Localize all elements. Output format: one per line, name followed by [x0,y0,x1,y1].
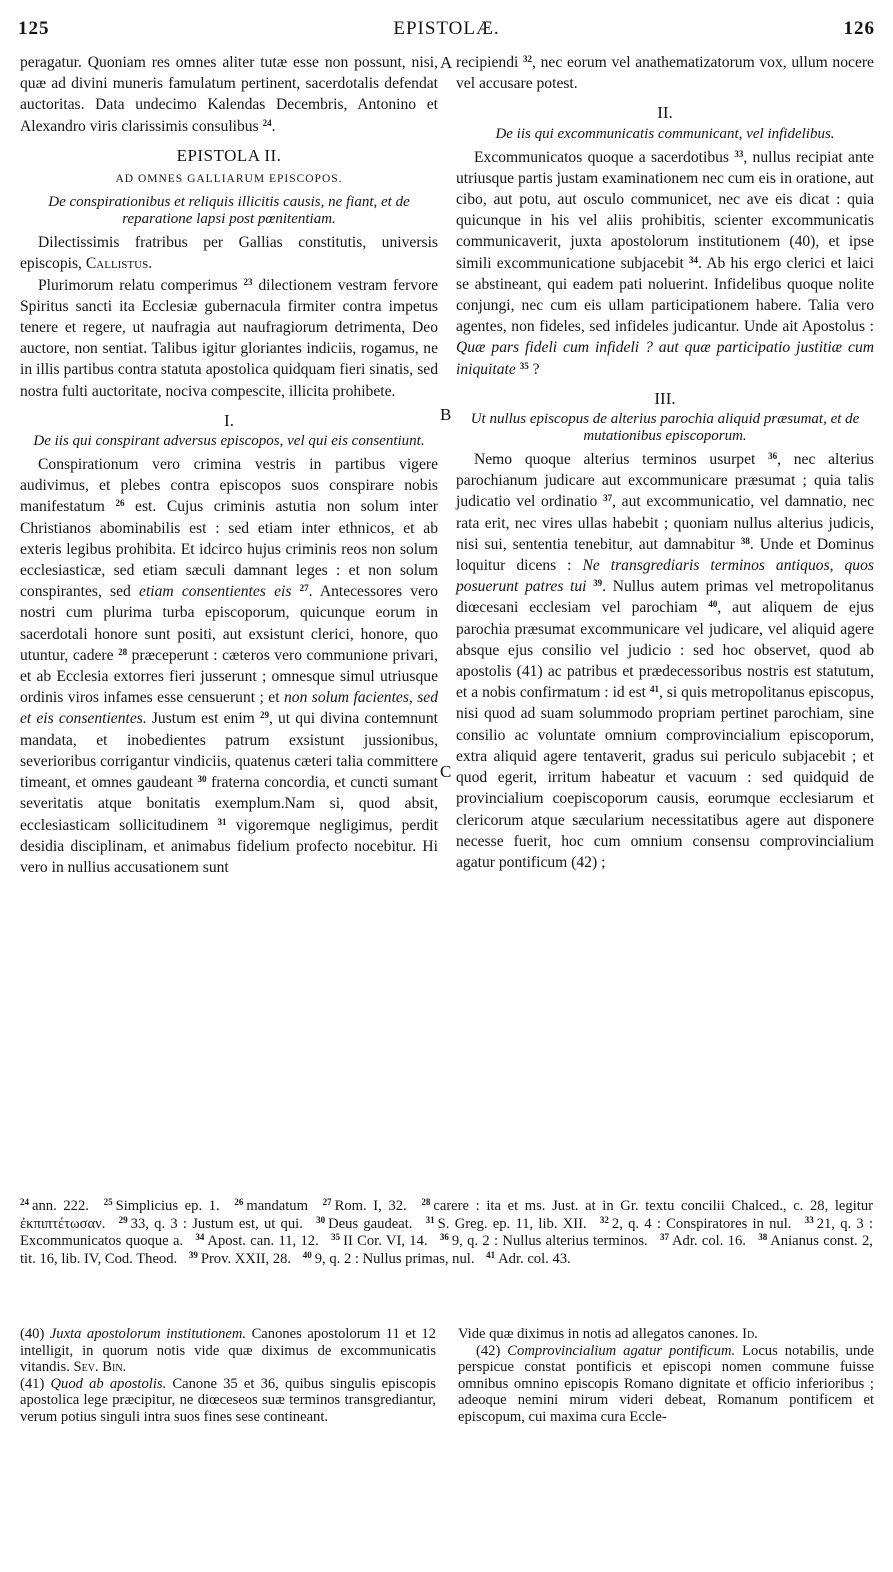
footnote-number: 24 [20,1197,29,1207]
section-1-heading: De iis qui conspirant adversus episcopos, vel qui eis consentiunt. [33,433,425,450]
paragraph-2: Conspirationum vero crimina vestris in partibus vigere audivimus, et plebes contra episcopos suos conspirare nobis manifestatum $^{26}$ est. Cujus criminis astutia non solum inter Christianos abominabilis est : sed etiam inter ethnicos, et ab exteris legibus prohibita. Et idcirco hujus criminis reos non solum ecclesiasticæ, sed etiam sæculi damnant leges : et non solum conspirantes, sed etiam consentientes eis $^{27}$. Antecessores vero nostri cum plurima turba episcoporum, quicunque eorum in sacerdotali honore sunt positi, aut exsistunt clerici, honore, quo utuntur, cadere $^{28}$ præceperunt : cæteros vero communione privari, et ab Ecclesia extorres fieri jusserunt ; omnesque simul utriusque ordinis viros infames esse censuerunt ; et non solum facientes, sed et eis consentientes. Justum est enim $^{29}$, ut qui divina contemnunt mandata, et inobedientes patrum exsistunt jussionibus, severioribus corrigantur vindiciis, quatenus cæteri talia committere timeant, et omnes gaudeant $^{30}$ fraterna concordia, et cuncti sumant severitatis atque bonitatis exemplum.Nam si, quod absit, ecclesiasticam sollicitudinem $^{31}$ vigoremque negligimus, perdit desidia disciplinam, et animabus fidelium profecto nocebitur. Hi vero in nullius accusationem sunt [20,456,439,876]
footnote-ref [600,1216,792,1232]
note-42: (42) Comprovincialium agatur pontificum. Locus notabilis, unde perspicue constat pontificis et episcopi nomen commune fuisse omnibus omnino episcopis Romano dignitate et officio inferioribus ; adeoque nemini mirum videri debeat, Romanum pontificem et episcopum, cui maxima cura Eccle- [458,1342,874,1425]
right-column [456,52,874,873]
footnote-ref [20,1198,89,1214]
footnote-text: Apost. can. 11, 12. [207,1233,319,1249]
epistle-subtitle: AD OMNES GALLIARUM EPISCOPOS. [115,173,343,186]
footnote-number: 27 [322,1197,332,1207]
footnote-text: Anianus const. 2, tit. 16, lib. IV, Cod. Theod. [20,1233,873,1267]
margin-letter-b: B [440,405,452,424]
footnote-number: 29 [118,1214,128,1225]
editorial-notes-right [458,1326,874,1425]
note-continuation: Vide quæ diximus in notis ad allegatos canones. Id. [458,1326,758,1342]
note-40: (40) Juxta apostolorum institutionem. Canones apostolorum 11 et 12 intelligit, in quorum notis vide quæ diximus de excommunicatis vitandis. Sev. Bin. [20,1326,436,1375]
footnote-number: 39 [188,1249,198,1260]
footnote-text: Adr. col. 43. [498,1250,571,1267]
left-intro-paragraph: peragatur. Quoniam res omnes aliter tutæ esse non possunt, nisi, quæ ad divini muneris famulatum pertinent, sacerdotalis defendat auctoritas. Data undecimo Kalendas Decembris, Antonino et Alexandro viris clarissimis consulibus $^{24}$. [20,54,438,135]
right-page-number: 126 [843,18,875,39]
footnote-number: 38 [758,1232,768,1242]
footnote-number: 26 [234,1197,244,1207]
note-41: (41) Quod ab apostolis. Canone 35 et 36, quibus singulis episcopis apostolica lege præcipitur, ne diœceseos suæ terminos transgrediantur, verum potius singuli intra suos fines sese contineant. [20,1375,436,1425]
footnote-number: 25 [103,1197,113,1207]
footnote-number: 28 [421,1197,431,1207]
section-2-heading: De iis qui excommunicatis communicant, vel infidelibus. [495,125,835,142]
section-2-number: II. [657,103,673,123]
epistle-heading: De conspirationibus et reliquis illicitis causis, ne fiant, et de reparatione lapsi post pœnitentiam. [48,194,410,228]
left-column [20,52,438,878]
footnote-text: 9, q. 2 : Nullus alterius terminos. [451,1233,648,1249]
footnote-ref [426,1216,587,1232]
footnote-ref [234,1198,308,1214]
footnote-number: 37 [660,1232,670,1242]
footnote-ref [486,1251,571,1267]
section-3-number: III. [654,388,676,408]
margin-letter-a: A [440,53,453,72]
footnote-text: II Cor. VI, 14. [343,1233,428,1249]
footnote-number: 31 [425,1214,435,1225]
salutation: Dilectissimis fratribus per Gallias constitutis, universis episcopis, Callistus. [20,234,438,273]
paragraph-4: Nemo quoque alterius terminos usurpet $^{36}$, nec alterius parochianum judicare aut excommunicare præsumat ; quia talis judicatio vel ordinatio $^{37}$, aut excommunicatio, vel damnatio, nec rata erit, nec vires ullas habebit ; quoniam nullus alterius judicis, nisi sui, sententia tenebitur, aut damnabitur $^{38}$. Unde et Dominus loquitur dicens : Ne transgrediaris terminos antiquos, quos posuerunt patres tui $^{39}$. Nullus autem primas vel metropolitanus diœcesani ecclesiam vel parochiam $^{40}$, aut aliquem de ejus parochia præsumat excommunicare vel judicare, vel aliquid agere absque ejus consilio vel judicio : sed hoc observet, quod ab apostolis (41) ac patribus et prædecessoribus nostris est statutum, et a nobis confirmatum : id est $^{41}$, si quis metropolitanus episcopus, nisi quod ad suam solummodo propriam pertinet parochiam, sine consilio ac voluntate omnium comprovincialium episcoporum, extra aliquid agere tentaverit, gradus sui periculo subjacebit ; et quod egerit, irritum habeatur et vacuum : sed quidquid de provincialium coepiscoporum causis, eorumque ecclesiarum et clericorum atque sæcularium necessitatibus agere aut disponere necesse fuerit, hoc cum omnium consensu comprovincialium agatur pontificum (42) ; [456,451,875,871]
footnote-text: Deus gaudeat. [328,1215,413,1232]
footnote-number: 30 [316,1214,326,1225]
left-page-number: 125 [18,18,50,39]
footnote-text: Rom. I, 32. [334,1198,407,1214]
footnote-ref [104,1198,220,1214]
section-1-number: I. [224,410,234,430]
footnote-text: mandatum [246,1198,308,1214]
footnote-text: 33, q. 3 : Justum est, ut qui. [130,1215,303,1232]
footnote-number: 41 [486,1249,496,1260]
footnote-ref [660,1233,746,1249]
running-header [18,18,875,44]
footnote-ref [331,1233,427,1249]
footnote-number: 36 [439,1232,449,1242]
footnote-text: 21, q. 3 : Excommunicatos quoque a. [20,1215,873,1249]
footnote-text: ann. 222. [32,1198,89,1214]
footnote-number: 33 [804,1214,814,1225]
editorial-notes-left [20,1326,436,1425]
footnote-text: Simplicius ep. 1. [115,1198,220,1214]
running-title: EPISTOLÆ. [393,18,500,39]
margin-letter-c: C [440,762,452,781]
footnote-ref [316,1216,412,1232]
paragraph-3: Excommunicatos quoque a sacerdotibus $^{33}$, nullus recipiat ante utriusque partis justam examinationem nec cum eis in oratione, aut cibo, aut potu, aut osculo communicet, nec ave eis dicat : quia quicunque in his vel aliis prohibitis, scienter excommunicatis communicaverit, juxta apostolorum institutionem (40), et ipse simili excommunicatione subjacebit $^{34}$. Ab his ergo clerici et laici se abstineant, qui eadem pati noluerint. Infidelibus quoque nolite conjungi, nec cum eis ullam participationem habere. Talia vero agentes, non fideles, sed infideles judicantur. Unde ait Apostolus : Quæ pars fideli cum infideli ? aut quæ participatio justitiæ cum iniquitate $^{35}$ ? [456,148,874,378]
section-3-heading: Ut nullus episcopus de alterius parochia aliquid præsumat, et de mutationibus episcoporum. [470,411,860,445]
footnote-number: 35 [331,1232,341,1242]
footnote-ref [323,1198,407,1214]
footnote-text: 2, q. 4 : Conspiratores in nul. [611,1215,792,1232]
footnote-ref [440,1233,648,1249]
right-intro-paragraph: recipiendi $^{32}$, nec eorum vel anathematizatorum vox, ullum nocere vel accusare potest. [456,54,874,93]
footnote-ref [303,1251,475,1267]
footnote-ref [195,1233,318,1249]
footnote-number: 34 [195,1232,205,1242]
footnote-number: 40 [302,1249,312,1260]
footnote-text: Prov. XXII, 28. [200,1250,292,1267]
footnote-text: Adr. col. 16. [672,1233,746,1249]
footnote-references [20,1198,873,1268]
footnote-ref [119,1216,303,1232]
paragraph-1: Plurimorum relatu comperimus $^{23}$ dilectionem vestram fervore Spiritus sancti ita Ecclesiæ gubernacula firmiter contra impetus tenere et regere, ut naufragia aut naufragiorum detrimenta, Deo auctore, non sentiat. Talibus igitur gloriantes indiciis, rogamus, ne in illis partibus contra statuta apostolica quidquam fieri sinatis, sed nostra fulti auctoritate, nociva compescite, illicita prohibete. [20,276,438,400]
footnote-ref [189,1251,291,1267]
footnote-number: 32 [599,1214,609,1225]
footnote-text: S. Greg. ep. 11, lib. XII. [437,1215,587,1232]
footnote-text: carere : ita et ms. Just. at in Gr. textu concilii Chalced., c. 28, legitur ἐκπιπτέτωσαν. [20,1198,873,1232]
epistle-title: EPISTOLA II. [176,145,282,165]
footnote-text: 9, q. 2 : Nullus primas, nul. [314,1250,475,1267]
